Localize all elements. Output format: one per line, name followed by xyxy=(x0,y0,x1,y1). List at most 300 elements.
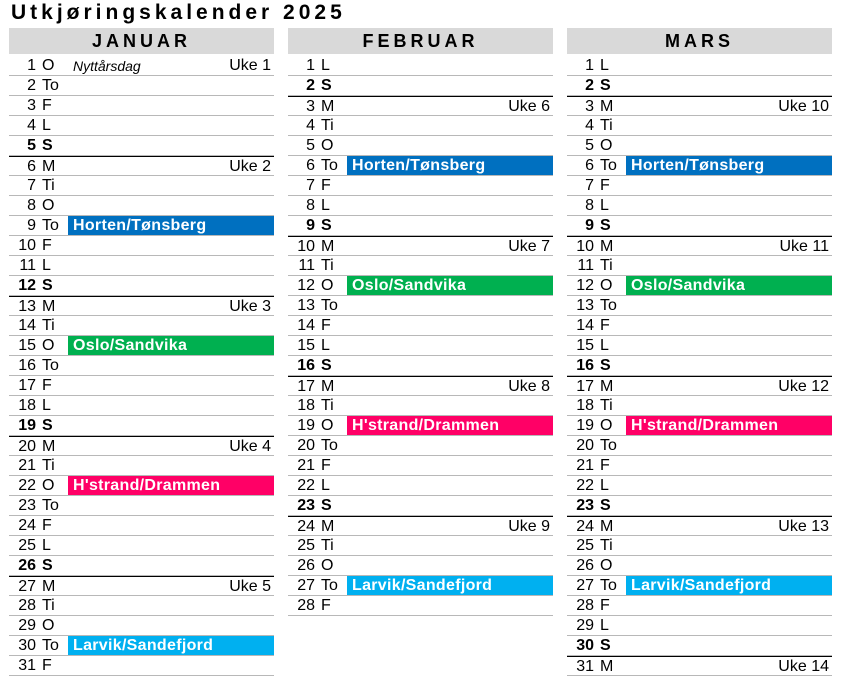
day-number: 25 xyxy=(576,537,594,554)
weekday-label: M xyxy=(321,378,335,395)
day-number: 12 xyxy=(18,277,36,294)
weekday-label: O xyxy=(600,277,613,294)
weekday-label: O xyxy=(42,477,55,494)
weekday-label: Ti xyxy=(321,397,334,414)
month-column-mars xyxy=(567,28,832,676)
day-row xyxy=(567,396,832,416)
weekday-label: O xyxy=(321,277,334,294)
weekday-label: M xyxy=(600,658,614,675)
day-row xyxy=(288,196,553,216)
weekday-label: To xyxy=(42,637,59,654)
week-number: Uke 14 xyxy=(778,658,829,675)
week-number: Uke 5 xyxy=(229,578,271,595)
weekday-label: M xyxy=(600,98,614,115)
day-number: 21 xyxy=(297,457,315,474)
day-number: 2 xyxy=(306,77,315,94)
day-number: 21 xyxy=(18,457,36,474)
day-row xyxy=(9,616,274,636)
day-row xyxy=(9,76,274,96)
weekday-label: F xyxy=(42,517,52,534)
day-number: 10 xyxy=(297,238,315,255)
weekday-label: S xyxy=(321,357,332,374)
day-row xyxy=(288,76,553,96)
day-row xyxy=(567,196,832,216)
day-row xyxy=(288,416,553,436)
day-row xyxy=(567,496,832,516)
day-number: 22 xyxy=(576,477,594,494)
day-number: 18 xyxy=(576,397,594,414)
weekday-label: To xyxy=(42,217,59,234)
weekday-label: Ti xyxy=(321,257,334,274)
day-number: 19 xyxy=(297,417,315,434)
day-number: 13 xyxy=(576,297,594,314)
day-row xyxy=(567,576,832,596)
day-number: 30 xyxy=(18,637,36,654)
week-number: Uke 13 xyxy=(778,518,829,535)
weekday-label: To xyxy=(42,77,59,94)
day-row xyxy=(9,276,274,296)
day-number: 15 xyxy=(576,337,594,354)
weekday-label: O xyxy=(42,337,55,354)
weekday-label: To xyxy=(321,297,338,314)
day-number: 5 xyxy=(306,137,315,154)
day-row xyxy=(567,76,832,96)
delivery-route-badge: Horten/Tønsberg xyxy=(347,156,553,175)
day-row xyxy=(567,316,832,336)
weekday-label: To xyxy=(321,437,338,454)
day-number: 17 xyxy=(297,378,315,395)
day-row xyxy=(567,276,832,296)
day-number: 21 xyxy=(576,457,594,474)
day-row xyxy=(9,136,274,156)
day-number: 5 xyxy=(585,137,594,154)
day-row xyxy=(567,116,832,136)
weekday-label: F xyxy=(42,237,52,254)
weekday-label: O xyxy=(42,617,55,634)
weekday-label: F xyxy=(42,657,52,674)
day-number: 31 xyxy=(576,658,594,675)
weekday-label: L xyxy=(321,57,330,74)
day-number: 26 xyxy=(297,557,315,574)
day-number: 13 xyxy=(18,298,36,315)
day-number: 16 xyxy=(18,357,36,374)
day-number: 6 xyxy=(585,157,594,174)
weekday-label: To xyxy=(42,497,59,514)
day-row xyxy=(9,496,274,516)
day-number: 4 xyxy=(585,117,594,134)
day-row xyxy=(567,356,832,376)
delivery-route-badge: Horten/Tønsberg xyxy=(626,156,832,175)
day-row xyxy=(567,156,832,176)
day-number: 4 xyxy=(306,117,315,134)
day-row xyxy=(9,116,274,136)
day-number: 26 xyxy=(576,557,594,574)
day-number: 3 xyxy=(585,98,594,115)
day-row xyxy=(288,576,553,596)
day-row xyxy=(567,56,832,76)
day-number: 22 xyxy=(18,477,36,494)
week-number: Uke 11 xyxy=(779,238,829,255)
day-list xyxy=(9,56,274,676)
weekday-label: F xyxy=(42,97,52,114)
weekday-label: O xyxy=(600,557,613,574)
day-row xyxy=(288,376,553,396)
weekday-label: Ti xyxy=(600,257,613,274)
day-row xyxy=(9,196,274,216)
week-number: Uke 10 xyxy=(778,98,829,115)
week-number: Uke 8 xyxy=(508,378,550,395)
day-number: 6 xyxy=(306,157,315,174)
day-row xyxy=(288,336,553,356)
day-number: 3 xyxy=(27,97,36,114)
day-row xyxy=(288,96,553,116)
day-row xyxy=(288,256,553,276)
day-row xyxy=(288,516,553,536)
week-number: Uke 6 xyxy=(508,98,550,115)
day-number: 7 xyxy=(27,177,36,194)
weekday-label: Ti xyxy=(42,177,55,194)
day-list xyxy=(288,56,553,616)
weekday-label: O xyxy=(42,57,55,74)
delivery-route-badge: H'strand/Drammen xyxy=(347,416,553,435)
day-number: 9 xyxy=(27,217,36,234)
weekday-label: S xyxy=(600,637,611,654)
week-number: Uke 2 xyxy=(229,158,271,175)
weekday-label: L xyxy=(321,197,330,214)
day-row xyxy=(567,456,832,476)
weekday-label: F xyxy=(42,377,52,394)
day-row xyxy=(288,236,553,256)
day-row xyxy=(9,556,274,576)
day-number: 1 xyxy=(27,57,36,74)
weekday-label: To xyxy=(600,157,617,174)
weekday-label: S xyxy=(321,77,332,94)
weekday-label: S xyxy=(42,137,53,154)
weekday-label: L xyxy=(321,337,330,354)
day-row xyxy=(288,596,553,616)
weekday-label: O xyxy=(321,417,334,434)
weekday-label: To xyxy=(600,297,617,314)
day-list xyxy=(567,56,832,676)
day-number: 29 xyxy=(18,617,36,634)
day-row xyxy=(567,96,832,116)
weekday-label: Ti xyxy=(42,597,55,614)
weekday-label: M xyxy=(600,378,614,395)
day-row xyxy=(288,216,553,236)
weekday-label: O xyxy=(600,137,613,154)
day-row xyxy=(9,476,274,496)
day-number: 19 xyxy=(576,417,594,434)
page-title: Utkjøringskalender 2025 xyxy=(11,1,346,24)
week-number: Uke 7 xyxy=(508,238,550,255)
day-number: 12 xyxy=(576,277,594,294)
day-row xyxy=(567,596,832,616)
weekday-label: O xyxy=(321,557,334,574)
day-number: 7 xyxy=(306,177,315,194)
day-row xyxy=(567,376,832,396)
delivery-route-badge: Oslo/Sandvika xyxy=(626,276,832,295)
day-number: 17 xyxy=(576,378,594,395)
day-row xyxy=(288,556,553,576)
day-number: 27 xyxy=(18,578,36,595)
day-number: 14 xyxy=(18,317,36,334)
day-row xyxy=(567,636,832,656)
day-number: 5 xyxy=(27,137,36,154)
day-row xyxy=(9,156,274,176)
holiday-note: Nyttårsdag xyxy=(73,58,141,74)
day-row xyxy=(567,256,832,276)
weekday-label: S xyxy=(321,217,332,234)
weekday-label: S xyxy=(600,77,611,94)
day-row xyxy=(288,296,553,316)
day-number: 9 xyxy=(585,217,594,234)
day-number: 20 xyxy=(576,437,594,454)
weekday-label: M xyxy=(42,158,56,175)
day-row xyxy=(567,136,832,156)
day-row xyxy=(288,156,553,176)
day-number: 2 xyxy=(27,77,36,94)
day-row xyxy=(9,576,274,596)
day-number: 10 xyxy=(18,237,36,254)
weekday-label: Ti xyxy=(600,117,613,134)
day-number: 15 xyxy=(297,337,315,354)
weekday-label: M xyxy=(42,438,56,455)
weekday-label: M xyxy=(321,518,335,535)
day-row xyxy=(9,176,274,196)
day-number: 23 xyxy=(576,497,594,514)
weekday-label: S xyxy=(600,357,611,374)
day-number: 9 xyxy=(306,217,315,234)
day-number: 8 xyxy=(27,197,36,214)
day-number: 27 xyxy=(297,577,315,594)
day-row xyxy=(567,436,832,456)
weekday-label: L xyxy=(600,617,609,634)
day-number: 19 xyxy=(18,417,36,434)
day-row xyxy=(9,296,274,316)
day-number: 6 xyxy=(27,158,36,175)
weekday-label: Ti xyxy=(42,317,55,334)
day-row xyxy=(567,476,832,496)
month-column-januar xyxy=(9,28,274,676)
day-row xyxy=(9,236,274,256)
day-number: 17 xyxy=(18,377,36,394)
day-row xyxy=(288,496,553,516)
day-row xyxy=(288,356,553,376)
day-row xyxy=(288,476,553,496)
weekday-label: L xyxy=(42,257,51,274)
day-row xyxy=(9,216,274,236)
day-number: 12 xyxy=(297,277,315,294)
weekday-label: F xyxy=(600,597,610,614)
day-number: 26 xyxy=(18,557,36,574)
day-row xyxy=(567,656,832,676)
weekday-label: F xyxy=(321,597,331,614)
month-header: MARS xyxy=(567,28,832,54)
delivery-route-badge: H'strand/Drammen xyxy=(68,476,274,495)
weekday-label: Ti xyxy=(600,397,613,414)
weekday-label: S xyxy=(600,497,611,514)
day-row xyxy=(567,516,832,536)
weekday-label: F xyxy=(600,457,610,474)
day-number: 8 xyxy=(585,197,594,214)
day-number: 14 xyxy=(576,317,594,334)
day-row xyxy=(288,436,553,456)
day-number: 11 xyxy=(298,257,315,274)
weekday-label: L xyxy=(42,117,51,134)
day-row xyxy=(567,176,832,196)
weekday-label: O xyxy=(42,197,55,214)
delivery-route-badge: H'strand/Drammen xyxy=(626,416,832,435)
day-number: 11 xyxy=(19,257,36,274)
day-row xyxy=(9,96,274,116)
day-number: 18 xyxy=(297,397,315,414)
weekday-label: F xyxy=(321,457,331,474)
weekday-label: S xyxy=(42,557,53,574)
day-number: 8 xyxy=(306,197,315,214)
month-header: JANUAR xyxy=(9,28,274,54)
weekday-label: F xyxy=(321,317,331,334)
month-column-februar xyxy=(288,28,553,616)
week-number: Uke 3 xyxy=(229,298,271,315)
day-number: 16 xyxy=(576,357,594,374)
week-number: Uke 12 xyxy=(778,378,829,395)
day-number: 20 xyxy=(297,437,315,454)
day-row xyxy=(9,636,274,656)
day-number: 24 xyxy=(576,518,594,535)
day-number: 11 xyxy=(577,257,594,274)
day-row xyxy=(9,336,274,356)
day-row xyxy=(9,456,274,476)
day-number: 7 xyxy=(585,177,594,194)
delivery-route-badge: Larvik/Sandefjord xyxy=(626,576,832,595)
day-number: 4 xyxy=(27,117,36,134)
day-row xyxy=(567,536,832,556)
day-row xyxy=(9,396,274,416)
day-row xyxy=(9,256,274,276)
weekday-label: S xyxy=(42,277,53,294)
weekday-label: M xyxy=(42,298,56,315)
weekday-label: L xyxy=(42,397,51,414)
weekday-label: M xyxy=(600,518,614,535)
day-number: 30 xyxy=(576,637,594,654)
weekday-label: M xyxy=(600,238,614,255)
week-number: Uke 9 xyxy=(508,518,550,535)
weekday-label: S xyxy=(42,417,53,434)
weekday-label: To xyxy=(321,157,338,174)
weekday-label: To xyxy=(42,357,59,374)
day-number: 1 xyxy=(306,57,315,74)
day-number: 28 xyxy=(297,597,315,614)
delivery-route-badge: Larvik/Sandefjord xyxy=(347,576,553,595)
day-number: 25 xyxy=(18,537,36,554)
day-row xyxy=(567,216,832,236)
day-row xyxy=(288,136,553,156)
day-row xyxy=(288,56,553,76)
day-number: 13 xyxy=(297,297,315,314)
weekday-label: S xyxy=(321,497,332,514)
weekday-label: M xyxy=(321,238,335,255)
day-number: 14 xyxy=(297,317,315,334)
day-row xyxy=(9,596,274,616)
day-row xyxy=(288,456,553,476)
weekday-label: Ti xyxy=(321,537,334,554)
day-row xyxy=(9,536,274,556)
day-number: 1 xyxy=(585,57,594,74)
day-number: 28 xyxy=(18,597,36,614)
weekday-label: F xyxy=(321,177,331,194)
weekday-label: L xyxy=(600,197,609,214)
weekday-label: Ti xyxy=(42,457,55,474)
weekday-label: L xyxy=(600,477,609,494)
delivery-route-badge: Oslo/Sandvika xyxy=(68,336,274,355)
day-number: 24 xyxy=(18,517,36,534)
weekday-label: M xyxy=(321,98,335,115)
weekday-label: F xyxy=(600,317,610,334)
delivery-route-badge: Horten/Tønsberg xyxy=(68,216,274,235)
week-number: Uke 4 xyxy=(229,438,271,455)
day-row xyxy=(9,56,274,76)
day-row xyxy=(288,176,553,196)
month-header: FEBRUAR xyxy=(288,28,553,54)
weekday-label: M xyxy=(42,578,56,595)
day-number: 22 xyxy=(297,477,315,494)
day-row xyxy=(567,236,832,256)
weekday-label: L xyxy=(600,337,609,354)
weekday-label: To xyxy=(600,577,617,594)
day-number: 23 xyxy=(18,497,36,514)
day-row xyxy=(9,436,274,456)
day-number: 18 xyxy=(18,397,36,414)
day-number: 3 xyxy=(306,98,315,115)
weekday-label: F xyxy=(600,177,610,194)
day-row xyxy=(9,316,274,336)
day-number: 24 xyxy=(297,518,315,535)
day-row xyxy=(9,356,274,376)
weekday-label: L xyxy=(42,537,51,554)
delivery-route-badge: Larvik/Sandefjord xyxy=(68,636,274,655)
day-row xyxy=(288,536,553,556)
day-row xyxy=(288,116,553,136)
day-row xyxy=(567,556,832,576)
day-row xyxy=(567,296,832,316)
weekday-label: L xyxy=(321,477,330,494)
day-row xyxy=(9,376,274,396)
weekday-label: O xyxy=(600,417,613,434)
day-number: 2 xyxy=(585,77,594,94)
weekday-label: To xyxy=(600,437,617,454)
day-number: 10 xyxy=(576,238,594,255)
day-number: 29 xyxy=(576,617,594,634)
day-row xyxy=(567,416,832,436)
weekday-label: Ti xyxy=(321,117,334,134)
day-row xyxy=(288,396,553,416)
week-number: Uke 1 xyxy=(229,57,271,74)
day-number: 20 xyxy=(18,438,36,455)
weekday-label: To xyxy=(321,577,338,594)
day-row xyxy=(288,276,553,296)
day-number: 31 xyxy=(18,657,36,674)
day-row xyxy=(9,516,274,536)
day-number: 27 xyxy=(576,577,594,594)
day-row xyxy=(567,336,832,356)
day-row xyxy=(9,416,274,436)
day-row xyxy=(567,616,832,636)
day-number: 15 xyxy=(18,337,36,354)
weekday-label: L xyxy=(600,57,609,74)
weekday-label: Ti xyxy=(600,537,613,554)
weekday-label: O xyxy=(321,137,334,154)
weekday-label: S xyxy=(600,217,611,234)
